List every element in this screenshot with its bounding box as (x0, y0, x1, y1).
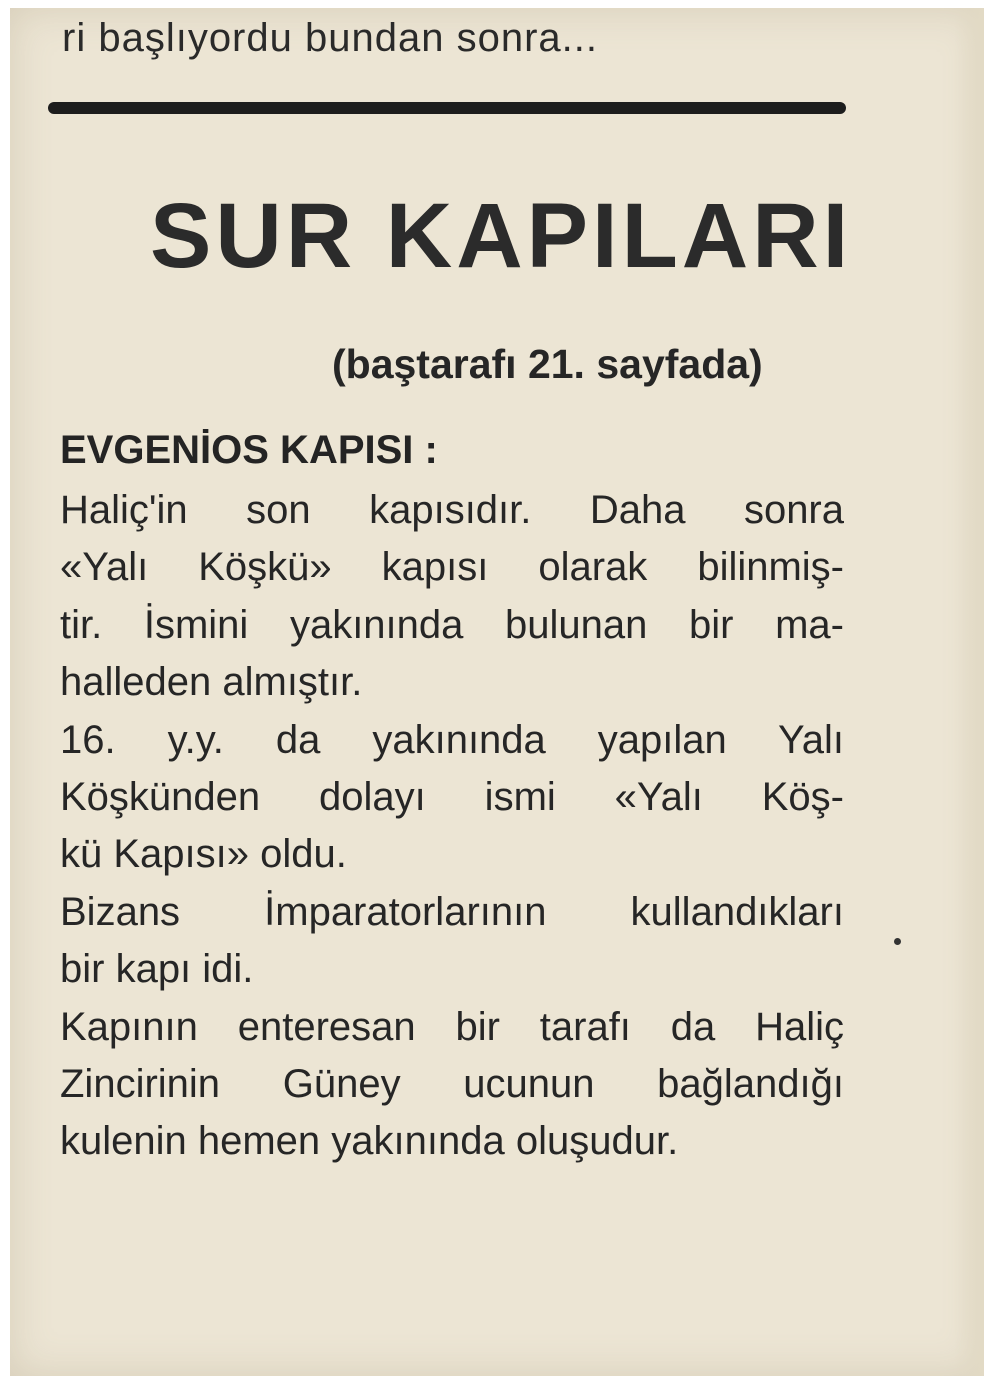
body-line: Kapının enteresan bir tarafı da Haliç (60, 1004, 844, 1049)
body-line: 16. y.y. da yakınında yapılan Yalı (60, 717, 844, 762)
section-divider (48, 102, 846, 114)
body-line: Zincirinin Güney ucunun bağlandığı (60, 1061, 844, 1106)
previous-article-tail: ri başlıyordu bundan sonra... (62, 16, 598, 60)
body-line: Haliç'in son kapısıdır. Daha sonra (60, 488, 844, 532)
body-line: «Yalı Köşkü» kapısı olarak bilinmiş- (60, 545, 844, 590)
article-headline: SUR KAPILARI (150, 185, 853, 287)
body-line: kulenin hemen yakınında oluşudur. (60, 1119, 679, 1164)
ink-speck (894, 938, 901, 945)
body-line: Köşkünden dolayı ismi «Yalı Köş- (60, 774, 844, 819)
torn-edge (954, 8, 984, 1376)
body-line: tir. İsmini yakınında bulunan bir ma- (60, 602, 844, 647)
body-line: halleden almıştır. (60, 660, 363, 705)
body-line: bir kapı idi. (60, 947, 254, 992)
continued-from-note: (baştarafı 21. sayfada) (332, 341, 763, 387)
article-body (60, 482, 860, 1171)
body-line: kü Kapısı» oldu. (60, 832, 347, 877)
section-title: EVGENİOS KAPISI : (60, 428, 438, 472)
newspaper-clipping (10, 8, 984, 1376)
body-line: Bizans İmparatorlarının kullandıkları (60, 889, 844, 934)
